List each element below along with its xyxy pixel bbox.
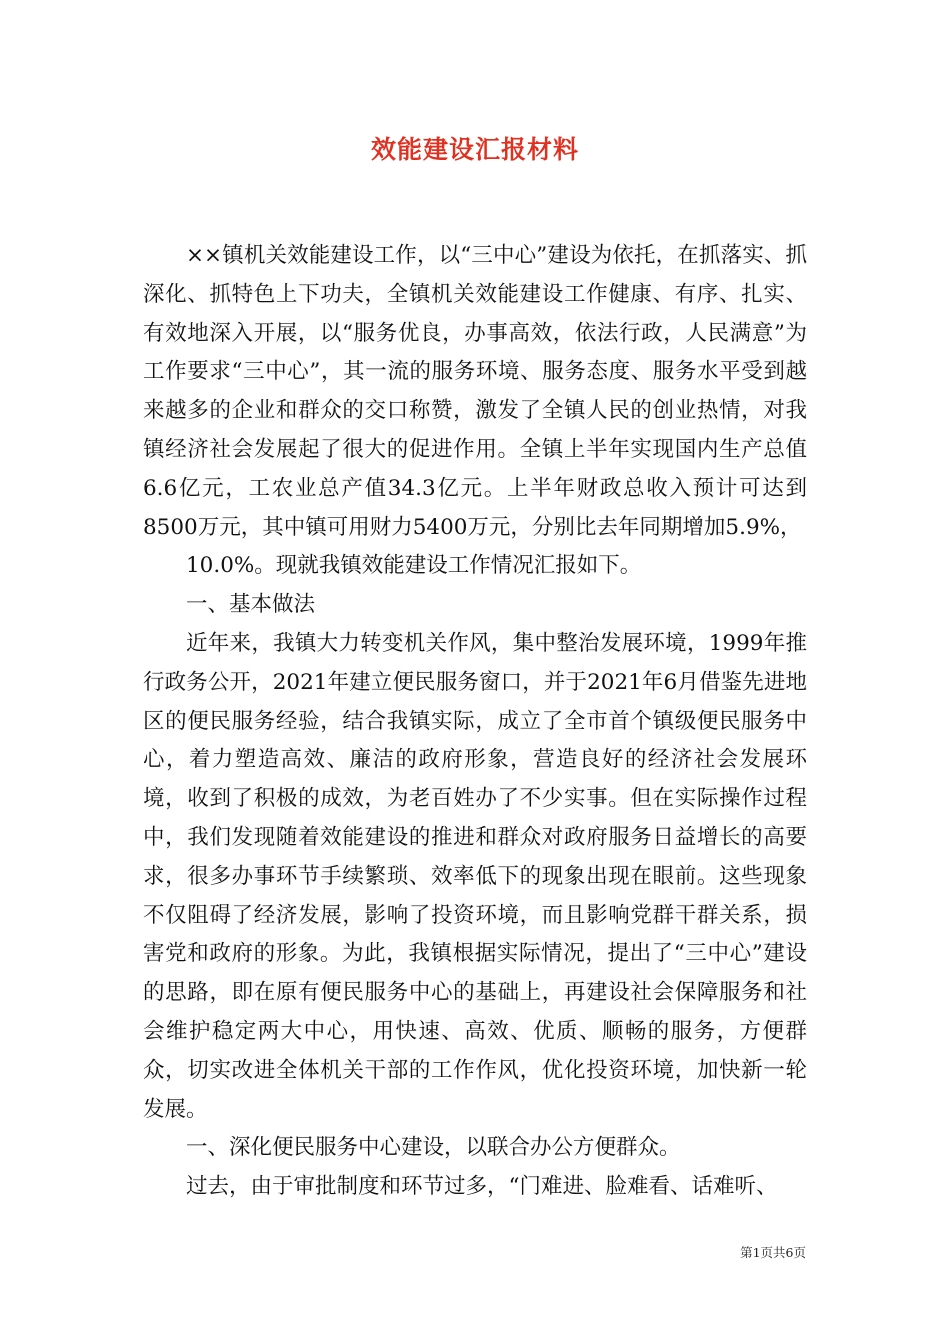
paragraph-intro-continued: 10.0%。现就我镇效能建设工作情况汇报如下。 (186, 553, 642, 579)
paragraph-recent-years: 近年来，我镇大力转变机关作风，集中整治发展环境，1999年推行政务公开，2021年建立便民服务窗口，并于2021年6月借鉴先进地区的便民服务经验，结合我镇实际，成立了全市首个镇级便民服务中心，着力塑造高效、廉洁的政府形象，营造良好的经济社会发展环境，收到了积极的成效，为老百姓办了不少实事。但在实际操作过程中，我们发现随着效能建设的推进和群众对政府服务日益增长的高要求，很多办事环节手续繁琐、效率低下的现象出现在眼前。这些现象不仅阻碍了经济发展，影响了投资环境，而且影响党群干群关系，损害党和政府的形象。为此，我镇根据实际情况，提出了“三中心”建设的思路，即在原有便民服务中心的基础上，再建设社会保障服务和社会维护稳定两大中心，用快速、高效、优质、顺畅的服务，方便群众，切实改进全体机关干部的工作作风，优化投资环境，加快新一轮发展。 (143, 630, 807, 1122)
paragraph-intro: ××镇机关效能建设工作，以“三中心”建设为依托，在抓落实、抓深化、抓特色上下功夫，全镇机关效能建设工作健康、有序、扎实、有效地深入开展，以“服务优良，办事高效，依法行政，人民满意”为工作要求“三中心”，其一流的服务环境、服务态度、服务水平受到越来越多的企业和群众的交口称赞，激发了全镇人民的创业热情，对我镇经济社会发展起了很大的促进作用。全镇上半年实现国内生产总值6.6亿元，工农业总产值34.3亿元。上半年财政总收入预计可达到8500万元，其中镇可用财力5400万元，分别比去年同期增加5.9%， (143, 243, 807, 540)
document-title: 效能建设汇报材料 (370, 135, 579, 164)
section-heading-service-center: 一、深化便民服务中心建设，以联合办公方便群众。 (186, 1135, 681, 1161)
paragraph-past: 过去，由于审批制度和环节过多，“门难进、脸难看、话难听、 (186, 1174, 778, 1200)
page-number: 第1页共6页 (740, 1245, 806, 1260)
document-body (143, 237, 807, 1207)
section-heading-basic-approach: 一、基本做法 (186, 592, 316, 618)
